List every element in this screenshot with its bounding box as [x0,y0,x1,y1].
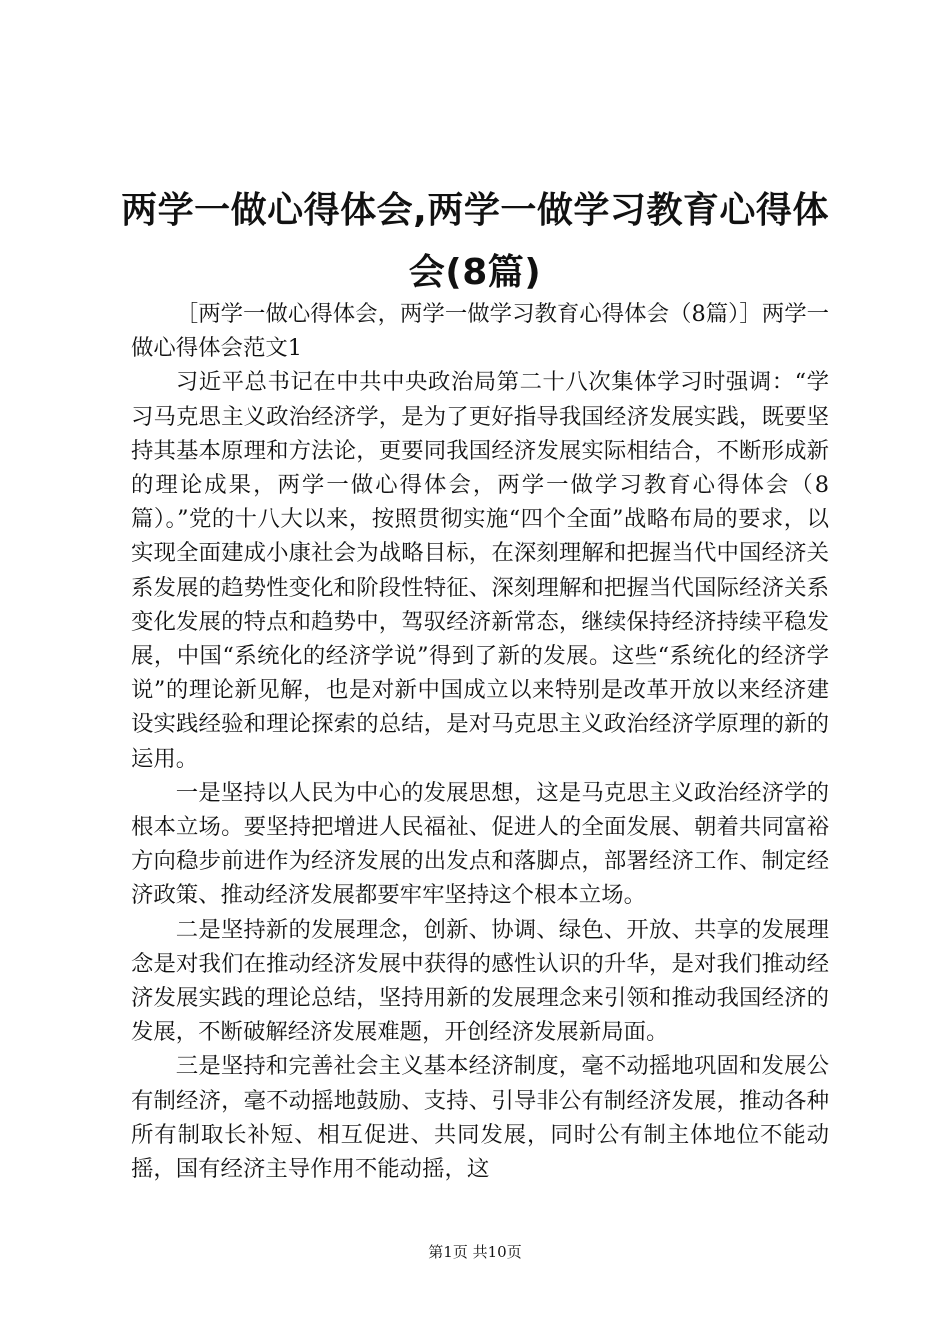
document-body [131,297,829,1186]
paragraph-point-one: 一是坚持以人民为中心的发展思想，这是马克思主义政治经济学的根本立场。要坚持把增进人民福祉、促进人的全面发展、朝着共同富裕方向稳步前进作为经济发展的出发点和落脚点，部署经济工作、制定经济政策、推动经济发展都要牢牢坚持这个根本立场。 [131,779,829,909]
paragraph-intro: ［两学一做心得体会，两学一做学习教育心得体会（8篇）］两学一做心得体会范文1 [131,301,829,362]
document-title: 两学一做心得体会,两学一做学习教育心得体会(8篇) [121,190,829,293]
page-number-footer: 第1页 共10页 [428,1243,522,1261]
paragraph-point-three: 三是坚持和完善社会主义基本经济制度，毫不动摇地巩固和发展公有制经济，毫不动摇地鼓励、支持、引导非公有制经济发展，推动各种所有制取长补短、相互促进、共同发展，同时公有制主体地位不能动摇，国有经济主导作用不能动摇，这 [131,1053,829,1183]
paragraph-main: 习近平总书记在中共中央政治局第二十八次集体学习时强调：“学习马克思主义政治经济学，是为了更好指导我国经济发展实践，既要坚持其基本原理和方法论，更要同我国经济发展实际相结合，不断形成新的理论成果，两学一做心得体会，两学一做学习教育心得体会（8篇）。”党的十八大以来，按照贯彻实施“四个全面”战略布局的要求，以实现全面建成小康社会为战略目标，在深刻理解和把握当代中国经济关系发展的趋势性变化和阶段性特征、深刻理解和把握当代国际经济关系变化发展的特点和趋势中，驾驭经济新常态，继续保持经济持续平稳发展，中国“系统化的经济学说”得到了新的发展。这些“系统化的经济学说”的理论新见解，也是对新中国成立以来特别是改革开放以来经济建设实践经验和理论探索的总结，是对马克思主义政治经济学原理的新的运用。 [131,369,829,772]
paragraph-point-two: 二是坚持新的发展理念，创新、协调、绿色、开放、共享的发展理念是对我们在推动经济发展中获得的感性认识的升华，是对我们推动经济发展实践的理论总结，坚持用新的发展理念来引领和推动我国经济的发展，不断破解经济发展难题，开创经济发展新局面。 [131,916,829,1046]
